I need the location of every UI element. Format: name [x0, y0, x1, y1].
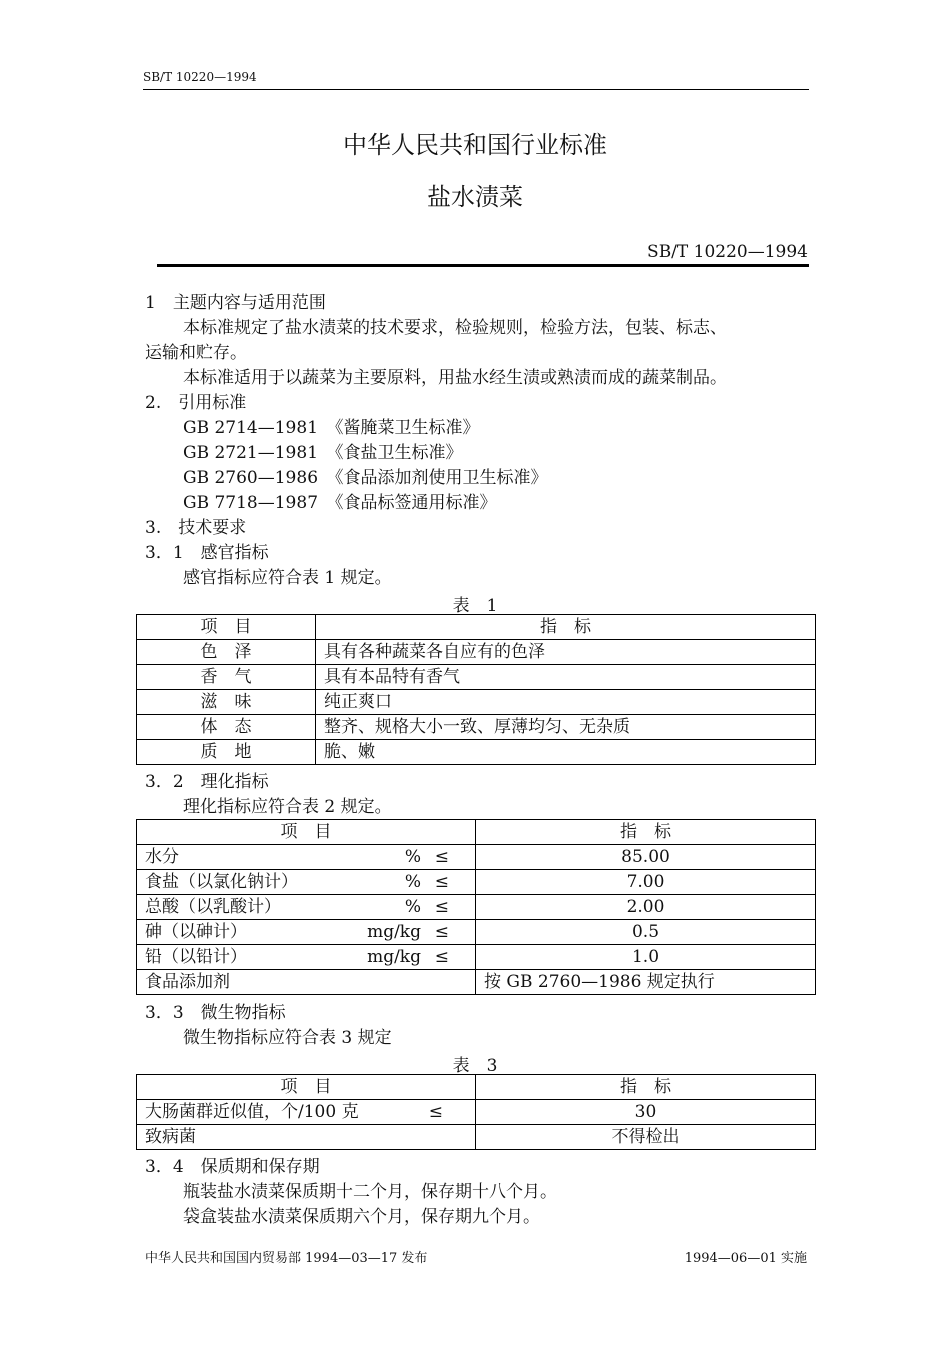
section-3-title: 3. 技术要求: [145, 518, 247, 538]
section-1-para-1b: 运输和贮存。: [145, 343, 247, 363]
table-cell: 0.5: [476, 920, 816, 945]
table-cell: 85.00: [476, 845, 816, 870]
table-cell: 体 态: [137, 715, 316, 740]
table-cell: 具有各种蔬菜各自应有的色泽: [316, 640, 816, 665]
operator: ≤: [434, 847, 449, 867]
table-cell: 不得检出: [476, 1125, 816, 1150]
item-label: 砷（以砷计）: [145, 922, 247, 942]
table-row: [137, 945, 816, 970]
item-label: 大肠菌群近似值，个/100 克: [145, 1102, 359, 1122]
unit-label: %: [404, 897, 421, 917]
header-rule: [143, 89, 809, 90]
section-3-3-title: 3．3 微生物指标: [145, 1003, 286, 1023]
table-row: [137, 1100, 816, 1125]
table-cell: 质 地: [137, 740, 316, 765]
reference-item: GB 2721—1981 《食盐卫生标准》: [183, 443, 463, 463]
table-cell: [137, 945, 476, 970]
running-header: SB/T 10220—1994: [143, 70, 257, 84]
operator: ≤: [434, 897, 449, 917]
table-cell: 7.00: [476, 870, 816, 895]
table-cell: 致病菌: [137, 1125, 476, 1150]
operator: ≤: [434, 922, 449, 942]
section-1-para-2: 本标准适用于以蔬菜为主要原料，用盐水经生渍或熟渍而成的蔬菜制品。: [183, 368, 727, 388]
table-row: [137, 920, 816, 945]
reference-item: GB 2714—1981 《酱腌菜卫生标准》: [183, 418, 480, 438]
table-header-row: [137, 820, 816, 845]
section-1-title: 1 主题内容与适用范围: [145, 293, 326, 313]
table-cell: 1.0: [476, 945, 816, 970]
table-3: [136, 1074, 816, 1150]
operator: ≤: [434, 872, 449, 892]
table-cell: 30: [476, 1100, 816, 1125]
table-cell: 食品添加剂: [137, 970, 476, 995]
table-header-cell: 指 标: [316, 615, 816, 640]
table-cell: [137, 1100, 476, 1125]
section-3-4-para-2: 袋盒装盐水渍菜保质期六个月，保存期九个月。: [183, 1207, 540, 1227]
table-cell: 脆、嫩: [316, 740, 816, 765]
table-row: [137, 895, 816, 920]
table-row: [137, 715, 816, 740]
table-cell: 具有本品特有香气: [316, 665, 816, 690]
table-row: [137, 665, 816, 690]
footer-effective: 1994—06—01 实施: [684, 1251, 807, 1266]
title-rule: [157, 264, 809, 267]
section-3-2-para: 理化指标应符合表 2 规定。: [183, 797, 392, 817]
item-label: 铅（以铅计）: [145, 947, 247, 967]
section-3-3-para: 微生物指标应符合表 3 规定: [183, 1028, 392, 1048]
table-header-row: [137, 1075, 816, 1100]
item-label: 水分: [145, 847, 179, 867]
table-row: [137, 870, 816, 895]
reference-item: GB 7718—1987 《食品标签通用标准》: [183, 493, 497, 513]
section-3-4-title: 3．4 保质期和保存期: [145, 1157, 320, 1177]
table-2: [136, 819, 816, 995]
table-header-cell: 项 目: [137, 615, 316, 640]
reference-item: GB 2760—1986 《食品添加剂使用卫生标准》: [183, 468, 548, 488]
section-3-1-para: 感官指标应符合表 1 规定。: [183, 568, 392, 588]
table-header-cell: 指 标: [476, 820, 816, 845]
table-row: [137, 970, 816, 995]
table-cell: [137, 920, 476, 945]
table-header-cell: 项 目: [137, 1075, 476, 1100]
table-cell: 色 泽: [137, 640, 316, 665]
section-3-4-para-1: 瓶装盐水渍菜保质期十二个月，保存期十八个月。: [183, 1182, 557, 1202]
document-title: 中华人民共和国行业标准: [343, 131, 607, 159]
footer-issued: 中华人民共和国国内贸易部 1994—03—17 发布: [145, 1251, 428, 1266]
standard-code: SB/T 10220—1994: [647, 242, 808, 262]
table-header-cell: 项 目: [137, 820, 476, 845]
section-3-2-title: 3．2 理化指标: [145, 772, 269, 792]
table-1: [136, 614, 816, 765]
section-1-para-1a: 本标准规定了盐水渍菜的技术要求，检验规则，检验方法，包装、标志、: [183, 318, 727, 338]
table-row: [137, 640, 816, 665]
table-cell: 整齐、规格大小一致、厚薄均匀、无杂质: [316, 715, 816, 740]
table-row: [137, 740, 816, 765]
operator: ≤: [428, 1102, 443, 1122]
unit-label: mg/kg: [367, 922, 421, 942]
document-subtitle: 盐水渍菜: [427, 183, 523, 211]
unit-label: %: [404, 872, 421, 892]
item-label: 总酸（以乳酸计）: [145, 897, 281, 917]
table-cell: 2.00: [476, 895, 816, 920]
item-label: 食盐（以氯化钠计）: [145, 872, 298, 892]
table-cell: 按 GB 2760—1986 规定执行: [476, 970, 816, 995]
operator: ≤: [434, 947, 449, 967]
table-row: [137, 845, 816, 870]
table-cell: 滋 味: [137, 690, 316, 715]
table-cell: [137, 870, 476, 895]
section-3-1-title: 3．1 感官指标: [145, 543, 269, 563]
table-1-caption: 表 1: [452, 596, 498, 616]
table-3-caption: 表 3: [452, 1056, 498, 1076]
table-header-cell: 指 标: [476, 1075, 816, 1100]
table-cell: 纯正爽口: [316, 690, 816, 715]
unit-label: mg/kg: [367, 947, 421, 967]
table-row: [137, 1125, 816, 1150]
section-2-title: 2. 引用标准: [145, 393, 247, 413]
table-row: [137, 690, 816, 715]
table-header-row: [137, 615, 816, 640]
table-cell: 香 气: [137, 665, 316, 690]
table-cell: [137, 845, 476, 870]
table-cell: [137, 895, 476, 920]
unit-label: %: [404, 847, 421, 867]
